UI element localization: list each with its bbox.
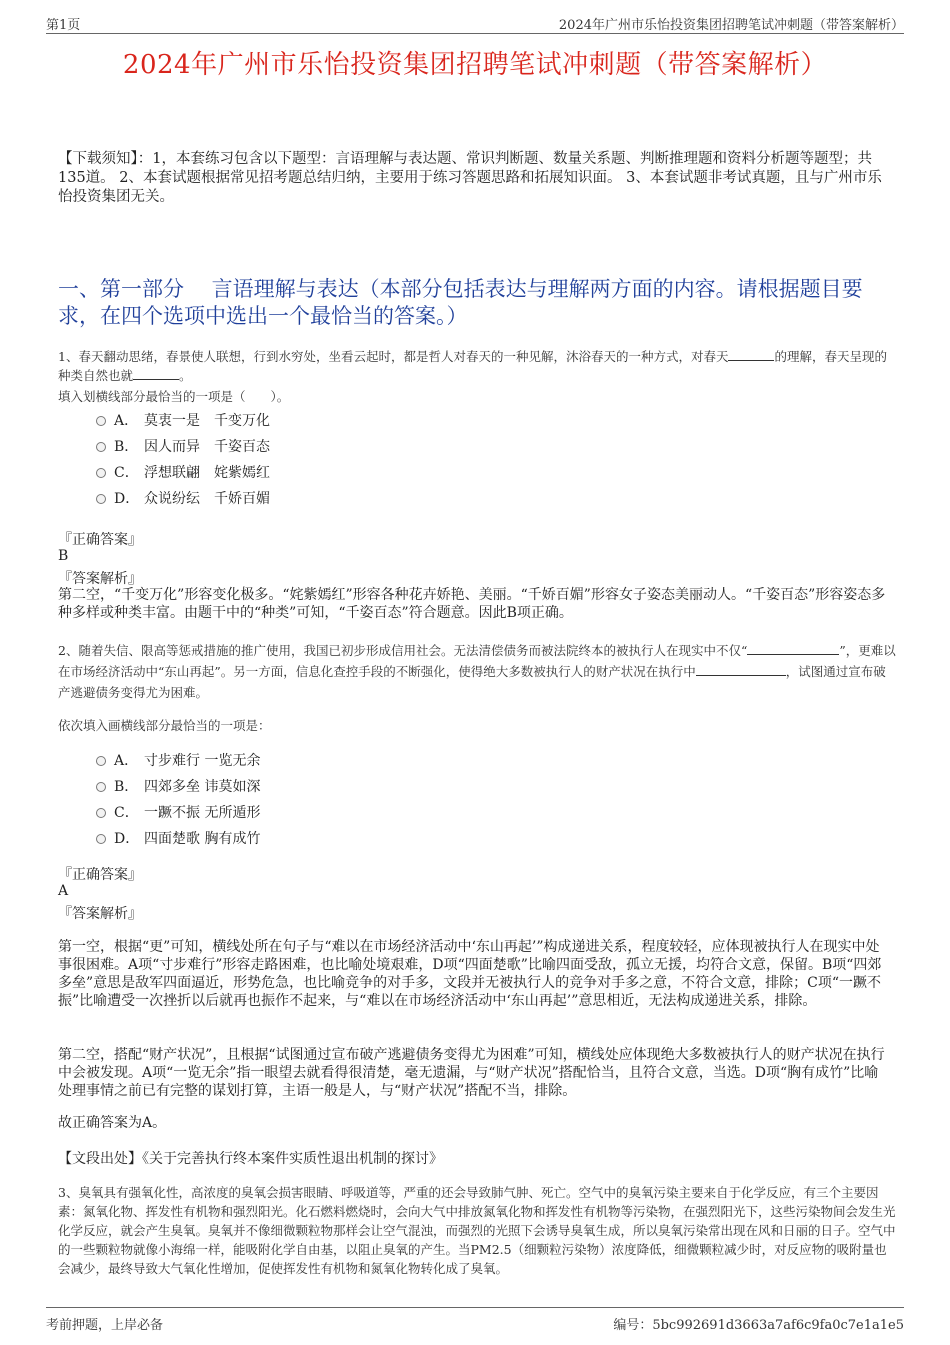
option-label: B． [114,779,139,795]
question-1-text [58,347,896,385]
header-divider [46,33,904,34]
section-heading: 一、第一部分 言语理解与表达（本部分包括表达与理解两方面的内容。请根据题目要求，在四个选项中选出一个最恰当的答案。） [58,277,863,328]
radio-icon[interactable] [96,494,106,504]
q2-option-c[interactable] [96,802,260,822]
question-2-text-c: ，试图通过宣布破产逃避债务变得尤为困难。 [58,664,886,700]
option-text: 一蹶不振 无所遁形 [144,805,261,821]
q2-analysis-p1: 第一空，根据“更”可知，横线处所在句子与“难以在市场经济活动中‘东山再起’”构成递进关系，程度较轻，应体现被执行人在现实中处事很困难。A项“寸步难行”形容走路困难，也比喻处境艰难，D项“四面楚歌”比喻四面受敌，孤立无援，均符合文意，保留。B项“四郊多垒”意思是敌军四面逼近，形势危急，也比喻竞争的对手多，文段并无被执行人的竞争对手多之意，不符合文意，排除；C项“一蹶不振”比喻遭受一次挫折以后就再也振作不起来，与“难以在市场经济活动中‘东山再起’”意思相近，无法构成递进关系，排除。 [58,939,882,1009]
question-2-prompt: 依次填入画横线部分最恰当的一项是： [58,718,271,733]
q2-analysis-p3: 故正确答案为A。 [58,1115,167,1131]
q1-answer-label: 『正确答案』 [58,532,142,548]
option-label: D． [114,831,140,847]
footer-serial: 编号：5bc992691d3663a7af6c9fa0c7e1a1e5 [613,1318,904,1333]
blank-2 [696,663,786,676]
q2-option-a[interactable] [96,750,260,770]
question-1-prompt: 填入划横线部分最恰当的一项是（ ）。 [58,389,290,404]
radio-icon[interactable] [96,416,106,426]
option-label: C． [114,805,139,821]
blank-2 [133,367,179,380]
q1-option-a[interactable] [96,410,270,430]
q2-option-b[interactable] [96,776,260,796]
question-1-text-c: 。 [179,368,192,383]
q2-source-title: 《关于完善执行终本案件实质性退出机制的探讨》 [142,1151,443,1167]
radio-icon[interactable] [96,442,106,452]
q1-option-c[interactable] [96,462,270,482]
q2-answer: A [58,883,69,899]
question-1-text-b: 的理解，春天呈现的种类自然也就 [58,349,887,383]
option-label: A． [114,413,139,429]
q1-answer: B [58,548,69,564]
radio-icon[interactable] [96,834,106,844]
question-1-text-a: 1、春天翻动思绪，春景使人联想，行到水穷处，坐看云起时，都是哲人对春天的一种见解，沐浴春天的一种方式，对春天 [58,349,729,364]
radio-icon[interactable] [96,782,106,792]
blank-1 [728,348,774,361]
option-label: A． [114,753,139,769]
radio-icon[interactable] [96,468,106,478]
download-notice: 【下载须知】：1，本套练习包含以下题型：言语理解与表达题、常识判断题、数量关系题、判断推理题和资料分析题等题型；共135道。 2、本套试题根据常见招考题总结归纳，主要用于练习答题思路和拓展知识面。 3、本套试题非考试真题，且与广州市乐怡投资集团无关。 [58,151,882,205]
option-text: 四面楚歌 胸有成竹 [144,831,261,847]
option-text: 寸步难行 一览无余 [144,753,261,769]
option-text: 因人而异 千姿百态 [144,439,270,455]
question-3-text: 3、臭氧具有强氧化性，高浓度的臭氧会损害眼睛、呼吸道等，严重的还会导致肺气肿、死亡。空气中的臭氧污染主要来自于化学反应，有三个主要因素：氮氧化物、挥发性有机物和强烈阳光。化石燃料燃烧时，会向大气中排放氮氧化物和挥发性有机物等污染物，在强烈阳光下，这些污染物间会发生光化学反应，就会产生臭氧。臭氧并不像细微颗粒物那样会让空气混浊，而强烈的光照下会诱导臭氧生成，所以臭氧污染常出现在风和日丽的日子。空气中的一些颗粒物就像小海绵一样，能吸附化学自由基，以阻止臭氧的产生。当PM2.5（细颗粒污染物）浓度降低，细微颗粒减少时，对反应物的吸附量也会减少，最终导致大气氧化性增加，促使挥发性有机物和氮氧化物转化成了臭氧。 [58,1185,896,1276]
header-doc-title: 2024年广州市乐怡投资集团招聘笔试冲刺题（带答案解析） [558,18,904,33]
q1-option-d[interactable] [96,488,270,508]
q2-analysis-label: 『答案解析』 [58,906,142,922]
option-text: 众说纷纭 千娇百媚 [144,491,270,507]
q2-analysis-p2: 第二空，搭配“财产状况”，且根据“试图通过宣布破产逃避债务变得尤为困难”可知，横线处应体现绝大多数被执行人的财产状况在执行中会被发现。A项“一览无余”指一眼望去就看得很清楚，毫无遗漏，与“财产状况”搭配恰当，且符合文意，当选。D项“胸有成竹”比喻处理事情之前已有完整的谋划打算，主语一般是人，与“财产状况”搭配不当，排除。 [58,1047,885,1099]
q2-option-d[interactable] [96,828,260,848]
page-number: 第1页 [46,18,81,33]
option-text: 浮想联翩 姹紫嫣红 [144,465,270,481]
option-label: D． [114,491,140,507]
option-text: 四郊多垒 讳莫如深 [144,779,261,795]
question-2-text-b: ”，更难以在市场经济活动中“东山再起”。另一方面，信息化查控手段的不断强化，使得绝大多数被执行人的财产状况在执行中 [58,643,896,679]
question-2-text [58,640,896,703]
q1-analysis-label: 『答案解析』 [58,571,142,587]
q1-option-b[interactable] [96,436,270,456]
question-2-text-a: 2、随着失信、限高等惩戒措施的推广使用，我国已初步形成信用社会。无法清偿债务而被法院终本的被执行人在现实中不仅“ [58,643,748,658]
q1-analysis: 第二空，“千变万化”形容变化极多。“姹紫嫣红”形容各种花卉娇艳、美丽。“千娇百媚”形容女子姿态美丽动人。“千姿百态”形容姿态多种多样或种类丰富。由题干中的“种类”可知，“千姿百态”符合题意。因此B项正确。 [58,587,886,621]
q2-source-label: 【文段出处】 [58,1151,142,1167]
footer-slogan: 考前押题，上岸必备 [46,1318,164,1333]
footer-divider [46,1307,904,1308]
page-title: 2024年广州市乐怡投资集团招聘笔试冲刺题（带答案解析） [122,50,828,80]
option-label: B． [114,439,139,455]
option-text: 莫衷一是 千变万化 [144,413,270,429]
q2-source [58,1150,888,1168]
option-label: C． [114,465,139,481]
radio-icon[interactable] [96,756,106,766]
radio-icon[interactable] [96,808,106,818]
blank-1 [747,642,839,655]
q2-answer-label: 『正确答案』 [58,867,142,883]
